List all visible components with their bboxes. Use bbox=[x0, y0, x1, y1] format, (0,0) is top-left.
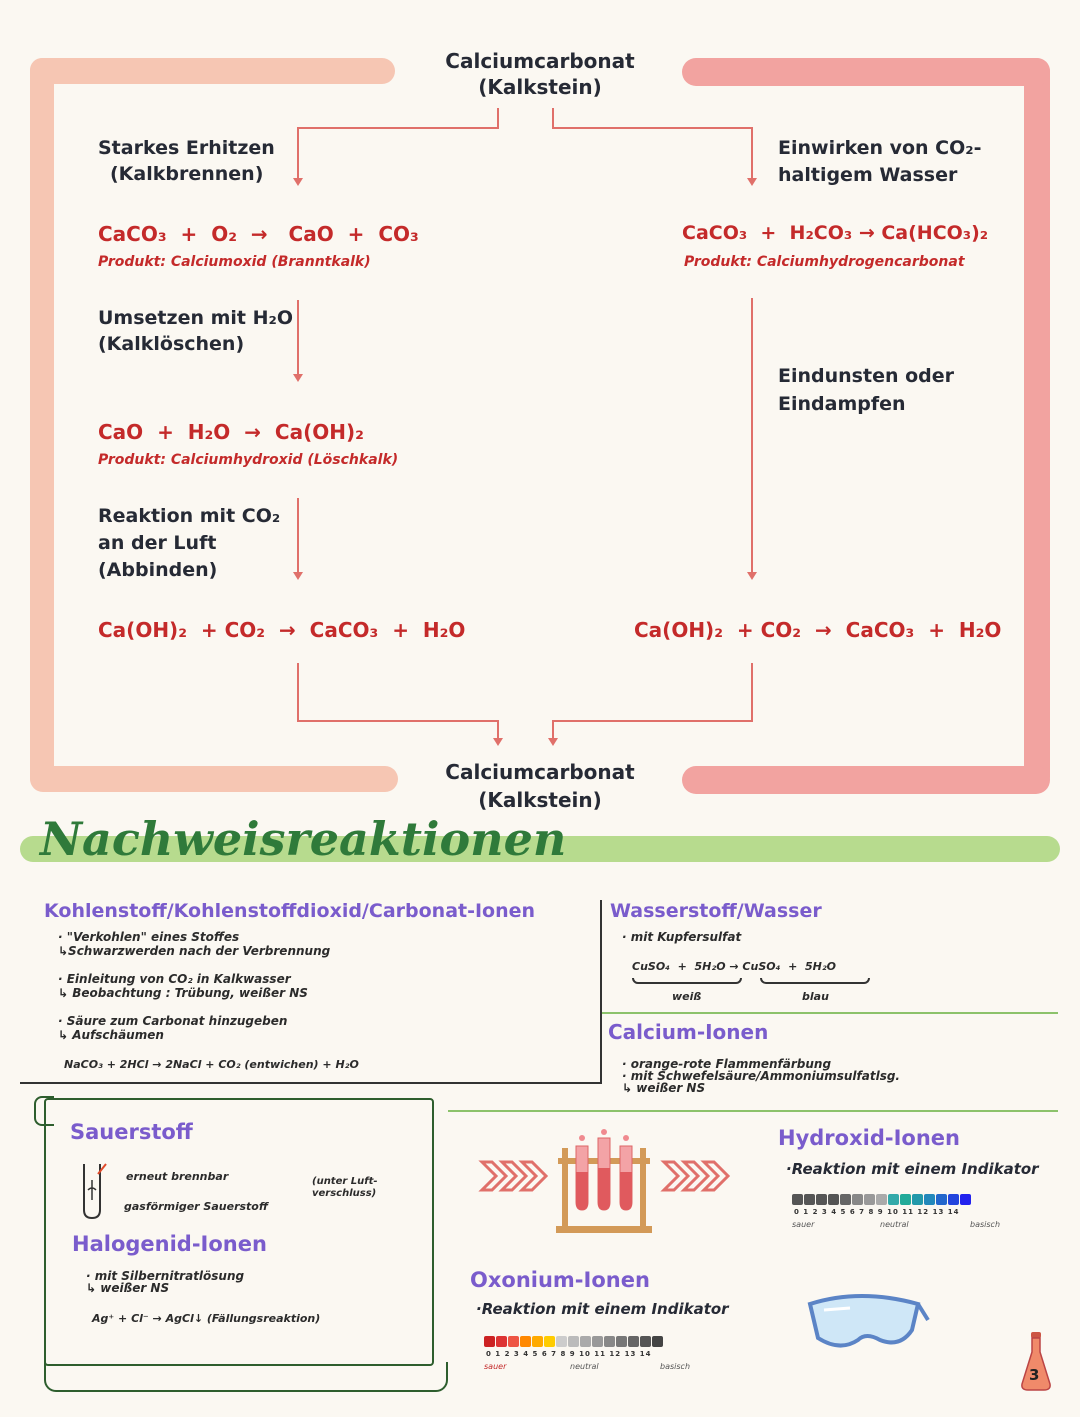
wasserstoff-eq: CuSO₄ + 5H₂O → CuSO₄ + 5H₂O bbox=[632, 960, 836, 973]
wasserstoff-heading: Wasserstoff/Wasser bbox=[610, 900, 822, 922]
arrow-bottom-right-vertical bbox=[751, 663, 753, 721]
calcium-heading: Calcium-Ionen bbox=[608, 1020, 769, 1044]
brace-weiss bbox=[632, 978, 742, 984]
kohlenstoff-b1a: ↳Schwarzwerden nach der Verbrennung bbox=[58, 944, 331, 958]
arrow-bottom-left-vertical bbox=[297, 663, 299, 721]
top-title-sub: (Kalkstein) bbox=[478, 75, 602, 99]
wasserstoff-lbl1: weiß bbox=[672, 990, 702, 1003]
bottom-title bbox=[420, 758, 660, 814]
wasserstoff-divider bbox=[602, 1012, 1058, 1014]
left-step1-line1: Starkes Erhitzen bbox=[98, 137, 275, 159]
arrow-top-left-down bbox=[297, 127, 299, 182]
right-step2-line1: Eindunsten oder bbox=[778, 365, 955, 387]
page-number: 3 bbox=[1029, 1366, 1040, 1384]
halogenid-eq: Ag⁺ + Cl⁻ → AgCl↓ (Fällungsreaktion) bbox=[92, 1312, 321, 1325]
right-step2 bbox=[778, 362, 954, 418]
hydroxid-sauer: sauer bbox=[792, 1220, 815, 1229]
frame-bottom-left bbox=[30, 766, 398, 792]
arrowhead bbox=[293, 178, 303, 186]
right-step1-line1: Einwirken von CO₂- bbox=[778, 137, 982, 159]
arrow-right-2 bbox=[751, 298, 753, 576]
bottom-title-sub: (Kalkstein) bbox=[478, 788, 602, 812]
calcium-divider bbox=[448, 1110, 1058, 1112]
right-eq1: CaCO₃ + H₂CO₃ → Ca(HCO₃)₂ bbox=[682, 222, 989, 244]
arrow-top-right-horizontal bbox=[552, 127, 752, 129]
top-title bbox=[420, 48, 660, 100]
section-title: Nachweisreaktionen bbox=[40, 812, 567, 866]
hydroxid-b1: ·Reaktion mit einem Indikator bbox=[786, 1160, 1039, 1178]
wasserstoff-lbl2: blau bbox=[802, 990, 829, 1003]
frame-left-vertical bbox=[30, 58, 54, 790]
arrowhead bbox=[548, 738, 558, 746]
arrow-top-left-horizontal bbox=[297, 127, 499, 129]
arrowhead bbox=[747, 178, 757, 186]
wasserstoff-b1: · mit Kupfersulfat bbox=[622, 930, 742, 944]
kohlenstoff-notes bbox=[58, 930, 330, 1042]
arrow-left-3 bbox=[297, 498, 299, 576]
arrow-left-2 bbox=[297, 300, 299, 378]
oxonium-neutral: neutral bbox=[570, 1362, 599, 1371]
right-prod1: Produkt: Calciumhydrogencarbonat bbox=[684, 254, 965, 270]
left-prod1: Produkt: Calciumoxid (Branntkalk) bbox=[98, 254, 371, 270]
left-step1-line2: (Kalkbrennen) bbox=[110, 163, 264, 185]
frame-top-right bbox=[682, 58, 1050, 86]
kohlenstoff-heading: Kohlenstoff/Kohlenstoffdioxid/Carbonat-Ionen bbox=[44, 900, 536, 922]
left-step2 bbox=[98, 305, 293, 357]
test-tube-icon bbox=[76, 1160, 116, 1222]
kohlenstoff-b2: · Einleitung von CO₂ in Kalkwasser bbox=[58, 972, 291, 986]
halogenid-heading: Halogenid-Ionen bbox=[72, 1232, 267, 1256]
arrow-top-right-vertical bbox=[552, 108, 554, 128]
scroll-curl-bottom bbox=[44, 1362, 448, 1392]
hydroxid-neutral: neutral bbox=[880, 1220, 909, 1229]
halogenid-b1a: ↳ weißer NS bbox=[86, 1281, 170, 1295]
frame-right-vertical bbox=[1024, 58, 1050, 790]
hydroxid-heading: Hydroxid-Ionen bbox=[778, 1126, 960, 1150]
oxonium-b1: ·Reaktion mit einem Indikator bbox=[476, 1300, 729, 1318]
arrowhead bbox=[293, 374, 303, 382]
chevrons-left-icon bbox=[478, 1158, 548, 1194]
right-step1 bbox=[778, 135, 982, 189]
calcium-notes bbox=[622, 1058, 900, 1094]
left-step3-line2: an der Luft bbox=[98, 532, 217, 554]
oxonium-scale bbox=[484, 1332, 664, 1351]
brace-blau bbox=[760, 978, 870, 984]
sauerstoff-note: (unter Luft- verschluss) bbox=[312, 1176, 378, 1199]
left-step1 bbox=[98, 135, 275, 187]
left-step3-line3: (Abbinden) bbox=[98, 559, 218, 581]
sauerstoff-l2: gasförmiger Sauerstoff bbox=[124, 1200, 269, 1213]
left-step3-line1: Reaktion mit CO₂ bbox=[98, 505, 281, 527]
oxonium-nums: 0 1 2 3 4 5 6 7 8 9 10 11 12 13 14 bbox=[486, 1350, 652, 1358]
left-eq1: CaCO₃ + O₂ → CaO + CO₃ bbox=[98, 222, 419, 246]
arrowhead bbox=[493, 738, 503, 746]
kohlenstoff-b2a: ↳ Beobachtung : Trübung, weißer NS bbox=[58, 986, 308, 1000]
calcium-b2: · mit Schwefelsäure/Ammoniumsulfatlsg. bbox=[622, 1069, 900, 1083]
left-step3 bbox=[98, 503, 280, 584]
kohlenstoff-b1: · "Verkohlen" eines Stoffes bbox=[58, 930, 240, 944]
left-step2-line1: Umsetzen mit H₂O bbox=[98, 307, 293, 329]
safety-goggles-icon bbox=[800, 1290, 930, 1352]
scroll-curl-top bbox=[34, 1096, 54, 1126]
hydroxid-basisch: basisch bbox=[970, 1220, 1001, 1229]
hydroxid-nums: 0 1 2 3 4 5 6 7 8 9 10 11 12 13 14 bbox=[794, 1208, 960, 1216]
arrowhead bbox=[293, 572, 303, 580]
halogenid-b1: · mit Silbernitratlösung bbox=[86, 1269, 245, 1283]
sauerstoff-heading: Sauerstoff bbox=[70, 1120, 193, 1144]
calcium-b2a: ↳ weißer NS bbox=[622, 1081, 706, 1095]
test-tube-rack-icon bbox=[552, 1128, 656, 1234]
right-step1-line2: haltigem Wasser bbox=[778, 164, 958, 186]
kohlenstoff-divider-bottom bbox=[20, 1082, 600, 1084]
sauerstoff-l1: erneut brennbar bbox=[126, 1170, 229, 1183]
hydroxid-scale bbox=[792, 1190, 972, 1209]
arrow-top-left-vertical bbox=[497, 108, 499, 128]
frame-top-left bbox=[30, 58, 395, 84]
chevrons-right-icon bbox=[660, 1158, 730, 1194]
left-step2-line2: (Kalklöschen) bbox=[98, 333, 245, 355]
arrow-bottom-right-horizontal bbox=[552, 720, 753, 722]
left-eq2: CaO + H₂O → Ca(OH)₂ bbox=[98, 420, 364, 444]
oxonium-heading: Oxonium-Ionen bbox=[470, 1268, 650, 1292]
arrowhead bbox=[747, 572, 757, 580]
left-eq3: Ca(OH)₂ + CO₂ → CaCO₃ + H₂O bbox=[98, 618, 466, 642]
right-eq2: Ca(OH)₂ + CO₂ → CaCO₃ + H₂O bbox=[634, 618, 1002, 642]
kohlenstoff-b3a: ↳ Aufschäumen bbox=[58, 1028, 164, 1042]
halogenid-notes bbox=[86, 1270, 244, 1294]
frame-bottom-right bbox=[682, 766, 1050, 794]
left-prod2: Produkt: Calciumhydroxid (Löschkalk) bbox=[98, 452, 399, 468]
kohlenstoff-b3: · Säure zum Carbonat hinzugeben bbox=[58, 1014, 288, 1028]
arrow-bottom-left-horizontal bbox=[297, 720, 499, 722]
oxonium-sauer: sauer bbox=[484, 1362, 507, 1371]
arrow-top-right-down bbox=[751, 127, 753, 182]
top-title-main: Calciumcarbonat bbox=[445, 49, 635, 73]
oxonium-basisch: basisch bbox=[660, 1362, 691, 1371]
bottom-title-main: Calciumcarbonat bbox=[445, 760, 635, 784]
divider-vertical bbox=[600, 900, 602, 1084]
calcium-b1: · orange-rote Flammenfärbung bbox=[622, 1057, 832, 1071]
kohlenstoff-eq: NaCO₃ + 2HCl → 2NaCl + CO₂ (entwichen) + H₂O bbox=[64, 1058, 359, 1071]
right-step2-line2: Eindampfen bbox=[778, 393, 906, 415]
